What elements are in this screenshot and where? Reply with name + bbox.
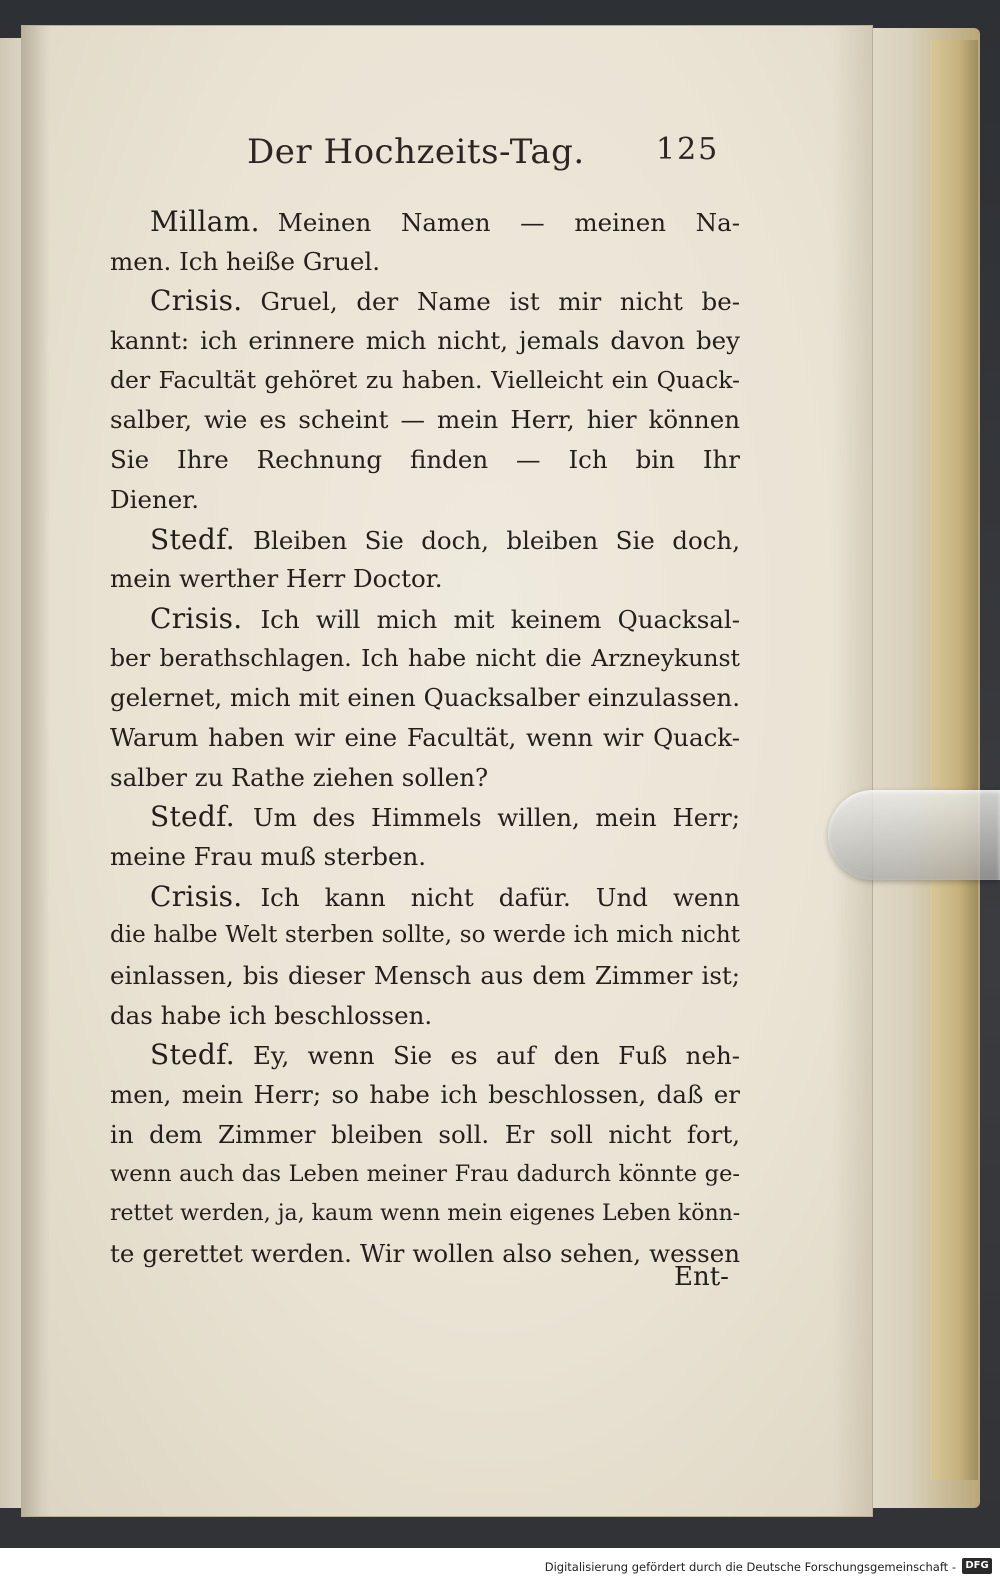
page-number: 125 bbox=[656, 132, 720, 167]
text-line bbox=[110, 480, 740, 520]
line-text: mein werther Herr Doctor. bbox=[110, 564, 443, 594]
text-line bbox=[110, 758, 740, 798]
line-text: das habe ich beschlossen. bbox=[110, 1000, 433, 1030]
line-text: Diener. bbox=[110, 484, 200, 514]
line-text: gelernet, mich mit einen Quacksalber einzulassen. bbox=[110, 683, 740, 713]
line-text: der Facultät gehöret zu haben. Vielleicht ein Quack- bbox=[110, 365, 740, 394]
text-line bbox=[110, 321, 740, 361]
text-line bbox=[110, 242, 740, 282]
line-text: Bleiben Sie doch, bleiben Sie doch, bbox=[253, 525, 740, 555]
line-text: Ich will mich mit keinem Quacksal- bbox=[260, 604, 740, 634]
book-cover-edge bbox=[930, 40, 978, 1480]
page-gutter bbox=[22, 26, 50, 1516]
text-body bbox=[110, 202, 740, 1274]
page-edge-shade bbox=[832, 26, 872, 1516]
line-text: men. Ich heiße Gruel. bbox=[110, 246, 381, 276]
line-text: rettet werden, ja, kaum wenn mein eigenes Leben könn- bbox=[110, 1201, 741, 1227]
speaker-name: Stedf. bbox=[150, 522, 235, 556]
catchword: Ent- bbox=[674, 1262, 729, 1292]
text-line bbox=[110, 678, 740, 718]
line-text: meine Frau muß sterben. bbox=[110, 842, 427, 871]
line-text: Ey, wenn Sie es auf den Fuß neh- bbox=[253, 1041, 740, 1071]
dfg-logo-icon: DFG bbox=[962, 1558, 992, 1574]
speaker-name: Stedf. bbox=[150, 800, 235, 834]
text-line bbox=[110, 916, 740, 956]
text-line bbox=[110, 202, 740, 242]
line-text: salber zu Rathe ziehen sollen? bbox=[110, 762, 489, 792]
credit-text: Digitalisierung gefördert durch die Deutsche Forschungsgemeinschaft - bbox=[544, 1560, 956, 1574]
speaker-name: Crisis. bbox=[150, 879, 243, 913]
line-text: Warum haben wir eine Facultät, wenn wir Quack- bbox=[110, 722, 740, 752]
line-text: kannt: ich erinnere mich nicht, jemals davon bey bbox=[110, 326, 740, 356]
line-text: in dem Zimmer bleiben soll. Er soll nicht fort, bbox=[110, 1119, 740, 1149]
speaker-name: Crisis. bbox=[150, 601, 243, 635]
speaker-name: Stedf. bbox=[150, 1038, 235, 1072]
text-line bbox=[110, 1115, 740, 1155]
line-text: men, mein Herr; so habe ich beschlossen, daß er bbox=[110, 1080, 740, 1110]
text-line bbox=[110, 956, 740, 996]
line-text: Gruel, der Name ist mir nicht be- bbox=[260, 287, 740, 317]
line-text: Um des Himmels willen, mein Herr; bbox=[253, 803, 740, 833]
line-text: ber berathschlagen. Ich habe nicht die Arzneykunst bbox=[110, 643, 740, 672]
text-line bbox=[110, 400, 740, 440]
line-text: Sie Ihre Rechnung finden — Ich bin Ihr bbox=[110, 445, 740, 475]
text-line bbox=[110, 639, 740, 679]
running-head: Der Hochzeits-Tag. bbox=[247, 132, 585, 172]
text-line bbox=[110, 361, 740, 401]
text-line bbox=[110, 1155, 740, 1195]
line-text: salber, wie es scheint — mein Herr, hier können bbox=[110, 405, 740, 435]
line-text: wenn auch das Leben meiner Frau dadurch könnte ge- bbox=[110, 1160, 740, 1187]
page-clip bbox=[828, 790, 1000, 880]
text-line bbox=[110, 1194, 740, 1234]
line-text: te gerettet werden. Wir wollen also sehen, wessen bbox=[110, 1238, 740, 1268]
text-line bbox=[110, 440, 740, 480]
line-text: die halbe Welt sterben sollte, so werde ich mich nicht bbox=[110, 922, 740, 949]
line-text: Meinen Namen — meinen Na- bbox=[277, 208, 740, 237]
text-line bbox=[110, 837, 740, 877]
text-line bbox=[110, 797, 740, 837]
text-line bbox=[110, 281, 740, 321]
text-line bbox=[110, 1075, 740, 1115]
speaker-name: Crisis. bbox=[150, 284, 243, 318]
text-line bbox=[110, 559, 740, 599]
text-line bbox=[110, 1234, 740, 1274]
line-text: einlassen, bis dieser Mensch aus dem Zimmer ist; bbox=[110, 961, 740, 991]
text-line bbox=[110, 718, 740, 758]
line-text: Ich kann nicht dafür. Und wenn bbox=[260, 882, 740, 912]
text-line bbox=[110, 520, 740, 560]
text-line bbox=[110, 1035, 740, 1075]
credit-bar bbox=[0, 1548, 1000, 1589]
text-line bbox=[110, 599, 740, 639]
text-line bbox=[110, 996, 740, 1036]
speaker-name: Millam. bbox=[150, 205, 260, 238]
text-line bbox=[110, 877, 740, 917]
